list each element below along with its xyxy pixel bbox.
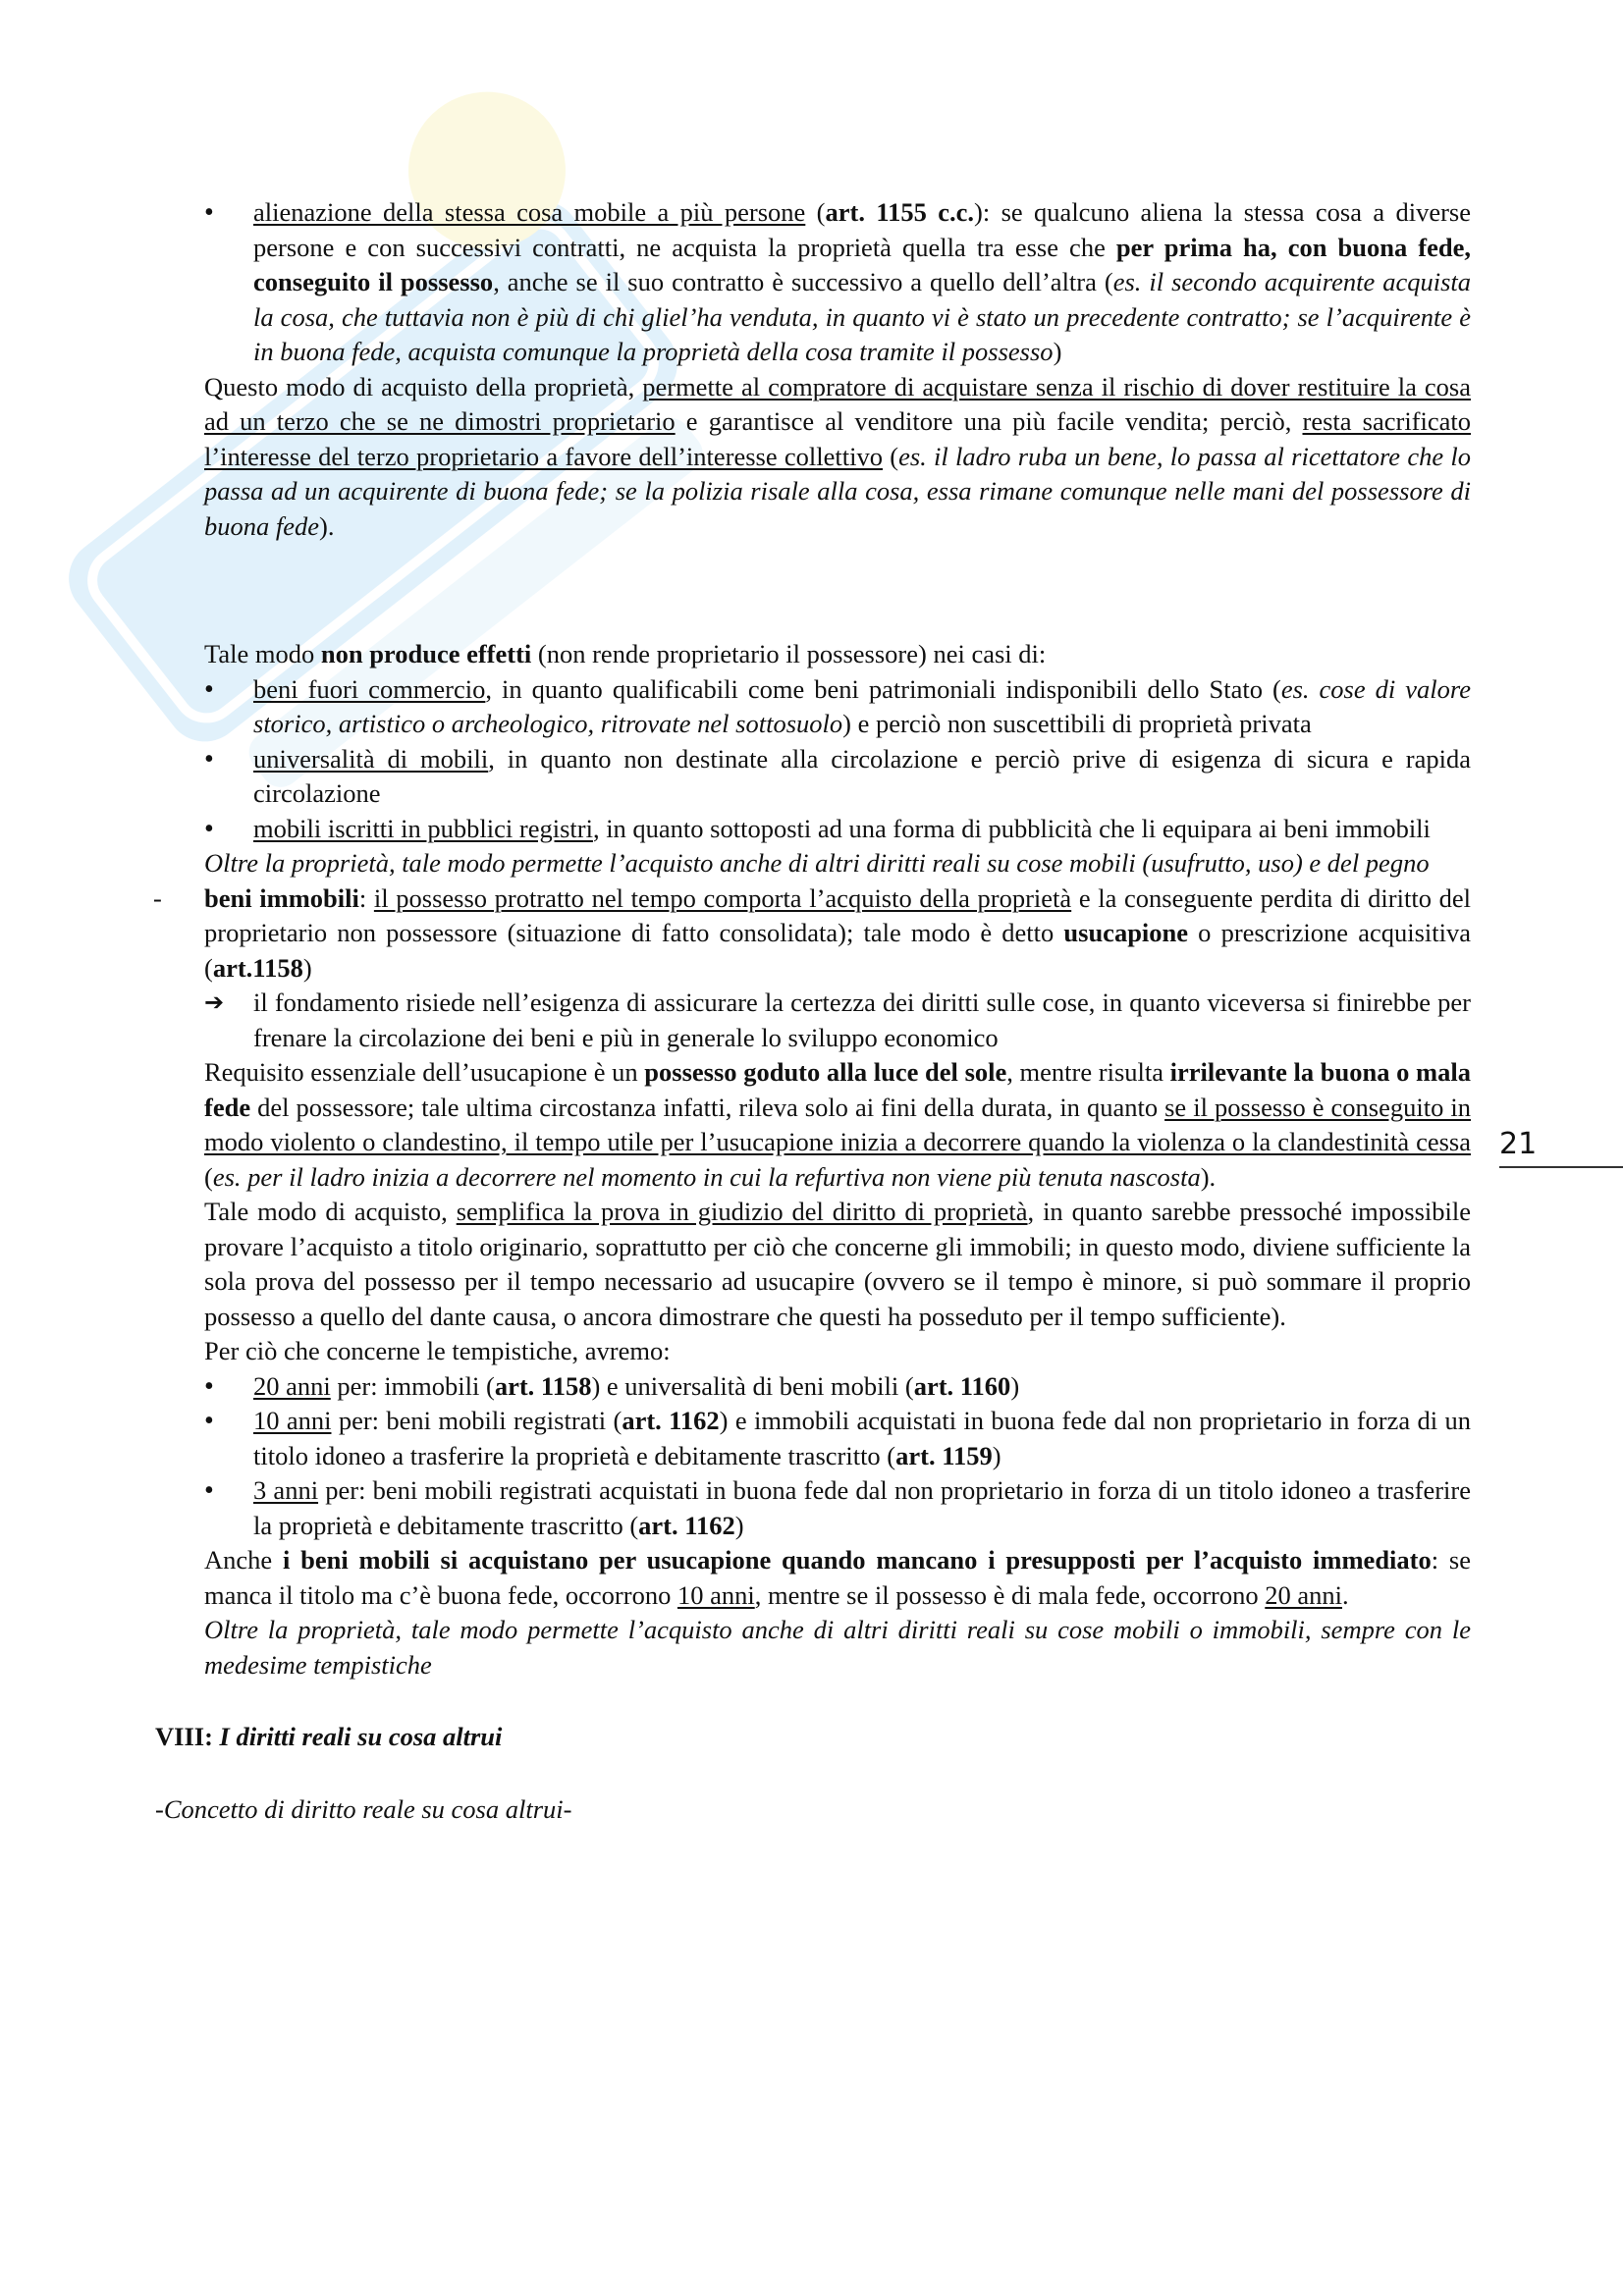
- italic-text: Oltre la proprietà, tale modo permette l’acquisto anche di altri diritti reali su cose mobili o immobili, sempre con le medesime tempistiche: [204, 1615, 1471, 1680]
- list-item: [204, 812, 1471, 847]
- text: Tale modo: [204, 639, 321, 668]
- text: : se manca il titolo ma c’è buona fede, occorrono: [204, 1545, 1471, 1610]
- underlined-text: beni fuori commercio: [253, 673, 486, 704]
- subsection-title: -Concetto di diritto reale su cosa altrui-: [155, 1793, 572, 1824]
- paragraph-anche: [204, 1543, 1471, 1613]
- italic-note: [204, 1613, 1471, 1682]
- section-heading: [155, 1720, 1471, 1755]
- text: per: immobili (: [330, 1370, 495, 1401]
- article-ref: art. 1159: [895, 1440, 993, 1470]
- underlined-text: resta sacrificato l’interesse del terzo proprietario a favore dell’interesse collettivo: [204, 406, 1472, 471]
- bullet-list-exceptions: [204, 672, 1471, 847]
- text: ): se qualcuno aliena la stessa cosa a diverse persone e con successivi contratti, ne acquista la proprietà quella tra esse che: [253, 197, 1472, 262]
- underlined-text: semplifica la prova in giudizio del diritto di proprietà: [456, 1197, 1028, 1226]
- underlined-text: 20 anni: [253, 1370, 331, 1401]
- text: , mentre risulta: [1006, 1057, 1170, 1087]
- text: ): [734, 1510, 744, 1540]
- text: Anche: [204, 1545, 283, 1575]
- bold-text: per prima ha, con buona fede, conseguito il possesso: [253, 232, 1471, 296]
- section-number: VIII:: [155, 1722, 220, 1751]
- text: (: [805, 197, 826, 227]
- underlined-text: universalità di mobili: [253, 743, 489, 774]
- text: Tale modo di acquisto,: [204, 1197, 457, 1226]
- italic-text: Oltre la proprietà, tale modo permette l’acquisto anche di altri diritti reali su cose mobili (usufrutto, uso) e del pegno: [204, 848, 1430, 878]
- section-title: I diritti reali su cosa altrui: [219, 1722, 503, 1751]
- list-item: [204, 1404, 1471, 1473]
- list-item: [204, 195, 1471, 370]
- article-ref: art.1158: [212, 952, 303, 983]
- text: o prescrizione acquisitiva (: [204, 918, 1471, 983]
- text: ): [992, 1440, 1001, 1470]
- text: , in quanto sottoposti ad una forma di pubblicità che li equipara ai beni immobili: [592, 813, 1431, 843]
- paragraph-requisito: [204, 1055, 1471, 1195]
- text: (non rende proprietario il possessore) nei casi di:: [531, 639, 1047, 668]
- text: e la conseguente perdita di diritto del proprietario non possessore (situazione di fatto consolidata); tale modo è detto: [204, 882, 1471, 947]
- italic-example: es. il ladro ruba un bene, lo passa al ricettatore che lo passa ad un acquirente di buona fede; se la polizia risale alla cosa, essa rimane comunque nelle mani del possessore di buona fede: [204, 441, 1471, 541]
- text: Questo modo di acquisto della proprietà,: [204, 371, 643, 401]
- paragraph-modo: [204, 1195, 1471, 1334]
- arrow-right-icon: ➔: [204, 988, 225, 1016]
- list-item: [204, 1473, 1471, 1543]
- bullet-list-alienation: [204, 195, 1471, 370]
- article-ref: art. 1158: [494, 1370, 592, 1401]
- underlined-text: il possesso protratto nel tempo comporta l’acquisto della proprietà: [373, 882, 1072, 913]
- bullet-list-tempistiche: [204, 1369, 1471, 1544]
- list-item: [204, 672, 1471, 742]
- text: ): [1053, 337, 1062, 366]
- italic-example: es. cose di valore storico, artistico o archeologico, ritrovate nel sottosuolo: [253, 673, 1471, 738]
- text: ) e immobili acquistati in buona fede dal non proprietario in forza di un titolo idoneo a trasferire la proprietà e debitamente trascritto (: [253, 1406, 1471, 1470]
- text: .: [1342, 1579, 1349, 1610]
- text: , anche se il suo contratto è successivo a quello dell’altra (: [493, 267, 1113, 296]
- bold-text: usucapione: [1063, 918, 1189, 947]
- underlined-text: mobili iscritti in pubblici registri: [253, 813, 593, 843]
- paragraph-tempistiche: Per ciò che concerne le tempistiche, avremo:: [204, 1336, 671, 1365]
- text: :: [358, 882, 374, 913]
- article-ref: art. 1162: [638, 1510, 735, 1540]
- text: (: [204, 1161, 213, 1192]
- text: , in quanto qualificabili come beni patrimoniali indisponibili dello Stato (: [485, 673, 1281, 704]
- italic-example: es. per il ladro inizia a decorrere nel momento in cui la refurtiva non viene più tenuta nascosta: [212, 1161, 1201, 1192]
- text: ): [1010, 1370, 1020, 1401]
- text: ).: [1200, 1161, 1217, 1192]
- underlined-text: 20 anni: [1265, 1579, 1343, 1610]
- text: , mentre se il possesso è di mala fede, occorrono: [754, 1579, 1266, 1610]
- text: del possessore; tale ultima circostanza infatti, rileva solo ai fini della durata, in quanto: [250, 1092, 1165, 1122]
- underlined-text: 3 anni: [253, 1475, 319, 1505]
- list-item: [204, 742, 1471, 812]
- bold-text: i beni mobili si acquistano per usucapione quando mancano i presupposti per l’acquisto immediato: [282, 1545, 1432, 1575]
- underlined-text: permette al compratore di acquistare senza il rischio di dover restituire la cosa ad un terzo che se ne dimostri proprietario: [204, 371, 1471, 436]
- list-item: [204, 1369, 1471, 1405]
- bold-text: non produce effetti: [320, 639, 532, 668]
- paragraph-acquisto: [204, 370, 1471, 545]
- document-body: [153, 195, 1472, 1827]
- page-number: 21: [1499, 1127, 1623, 1168]
- bold-text: possesso goduto alla luce del sole: [644, 1057, 1007, 1087]
- paragraph-non-effetti: [204, 637, 1471, 672]
- underlined-text: 10 anni: [676, 1579, 755, 1610]
- subsection-heading: [155, 1792, 1471, 1828]
- text: ): [302, 952, 312, 983]
- text: il fondamento risiede nell’esigenza di assicurare la certezza dei diritti sulle cose, in quanto viceversa si finirebbe per frenare la circolazione dei beni e più in generale lo sviluppo economico: [253, 988, 1471, 1052]
- text: ) e perciò non suscettibili di proprietà privata: [842, 709, 1312, 738]
- underlined-text: se il possesso è conseguito in modo violento o clandestino, il tempo utile per l’usucapione inizia a decorrere quando la violenza o la clandestinità cessa: [204, 1092, 1471, 1156]
- text: e garantisce al venditore una più facile vendita; perciò,: [675, 406, 1303, 436]
- bold-text: beni immobili: [204, 882, 359, 913]
- underlined-text: 10 anni: [253, 1406, 332, 1435]
- dash-item-beni-immobili: [153, 881, 1471, 987]
- article-ref: art. 1155 c.c.: [825, 197, 975, 227]
- text: ) e universalità di beni mobili (: [591, 1370, 914, 1401]
- text: , in quanto sarebbe pressoché impossibile provare l’acquisto a titolo originario, soprattutto per ciò che concerne gli immobili; in questo modo, diviene sufficiente la sola prova del possesso per il tempo necessario ad usucapire (ovvero se il tempo è minore, si può sommare il proprio possesso a quello del dante causa, o ancora dimostrare che questi ha posseduto per il tempo sufficiente).: [204, 1197, 1471, 1331]
- bold-text: irrilevante la buona o mala fede: [204, 1057, 1471, 1122]
- arrow-item: [204, 986, 1471, 1055]
- article-ref: art. 1162: [622, 1406, 720, 1435]
- text: per: beni mobili registrati acquistati in buona fede dal non proprietario in forza di un titolo idoneo a trasferire la proprietà e debitamente trascritto (: [253, 1475, 1471, 1540]
- article-ref: art. 1160: [913, 1370, 1011, 1401]
- underlined-text: alienazione della stessa cosa mobile a più persone: [253, 197, 806, 227]
- text: Requisito essenziale dell’usucapione è un: [204, 1057, 645, 1087]
- text: , in quanto non destinate alla circolazione e perciò prive di esigenza di sicura e rapida circolazione: [253, 743, 1472, 808]
- text: per: beni mobili registrati (: [331, 1406, 622, 1435]
- italic-note: [204, 846, 1471, 881]
- text: ).: [319, 510, 335, 541]
- text: (: [883, 441, 899, 471]
- dash-marker: -: [153, 882, 162, 913]
- italic-example: es. il secondo acquirente acquista la cosa, che tuttavia non è più di chi gliel’ha venduta, in quanto vi è stato un precedente contratto; se l’acquirente è in buona fede, acquista comunque la proprietà della cosa tramite il possesso: [253, 267, 1471, 366]
